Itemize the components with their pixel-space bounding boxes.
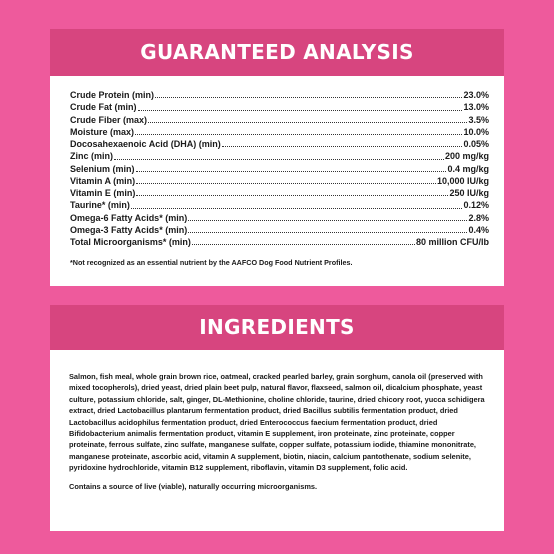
dot-leader — [155, 97, 462, 98]
nutrient-name: Zinc (min) — [70, 151, 113, 162]
dot-leader — [131, 208, 463, 209]
nutrient-value: 200 mg/kg — [444, 151, 489, 162]
ingredients-list-text: Salmon, fish meal, whole grain brown rice, oatmeal, cracked pearled barley, grain sorghum, canola oil (preserved with mixed tocopherols), dried yeast, dried plain beet pulp, natural flavor, flaxseed, salmon oil, dicalcium phosphate, yeast culture, potassium chloride, salt, ginger, DL-Methionine, choline chloride, taurine, dried chicory root, yucca schidigera extract, dried Lactobacillus plantarum fermentation product, dried Bacillus subtilis fermentation product, dried Lactobacillus acidophilus fermentation product, dried Enterococcus faecium fermentation product, dried Bifidobacterium animalis fermentation product, vitamin E supplement, iron proteinate, zinc proteinate, copper proteinate, ferrous sulfate, zinc sulfate, manganese sulfate, copper sulfate, potassium iodide, thiamine mononitrate, manganese proteinate, ascorbic acid, vitamin A supplement, biotin, niacin, calcium pantothenate, sodium selenite, pyridoxine hydrochloride, vitamin B12 supplement, riboflavin, vitamin D3 supplement, folic acid. — [69, 372, 485, 473]
aafco-footnote: *Not recognized as an essential nutrient by the AAFCO Dog Food Nutrient Profiles. — [70, 258, 353, 268]
dot-leader — [192, 244, 415, 245]
nutrient-value: 3.5% — [468, 114, 489, 125]
nutrient-value: 0.05% — [463, 139, 489, 149]
ingredients-card — [50, 305, 504, 531]
analysis-row — [70, 126, 489, 138]
nutrient-value: 10,000 IU/kg — [436, 175, 489, 186]
dot-leader — [135, 134, 462, 135]
nutrient-value: 0.12% — [463, 200, 489, 211]
dot-leader — [148, 122, 467, 123]
nutrient-value: 13.0% — [463, 102, 489, 113]
guaranteed-analysis-list — [50, 76, 504, 248]
ingredients-body — [50, 350, 504, 492]
microorganisms-note: Contains a source of live (viable), naturally occurring microorganisms. — [69, 481, 318, 491]
nutrient-name: Moisture (max) — [70, 126, 135, 137]
nutrient-name: Omega-6 Fatty Acids* (min) — [70, 212, 188, 223]
dot-leader — [136, 195, 448, 196]
analysis-row — [70, 114, 489, 126]
guaranteed-analysis-title: GUARANTEED ANALYSIS — [50, 29, 504, 76]
nutrient-name: Vitamin A (min) — [70, 175, 136, 186]
nutrient-name: Crude Fiber (max) — [70, 114, 148, 125]
analysis-row — [70, 212, 489, 224]
analysis-row — [70, 236, 489, 248]
guaranteed-analysis-card — [50, 29, 504, 286]
dot-leader — [136, 171, 447, 172]
analysis-row — [70, 89, 489, 101]
dot-leader — [188, 232, 467, 233]
nutrient-name: Vitamin E (min) — [70, 188, 136, 198]
nutrient-name: Selenium (min) — [70, 163, 135, 174]
analysis-row — [70, 175, 489, 187]
ingredients-title: INGREDIENTS — [50, 305, 504, 350]
dot-leader — [136, 183, 436, 184]
nutrient-name: Total Microorganisms* (min) — [70, 237, 191, 247]
nutrient-value: 0.4 mg/kg — [447, 163, 489, 174]
nutrient-value: 0.4% — [468, 224, 489, 235]
dot-leader — [114, 159, 444, 160]
dot-leader — [188, 220, 467, 221]
analysis-row — [70, 138, 489, 150]
nutrient-name: Crude Fat (min) — [70, 102, 137, 113]
nutrient-value: 2.8% — [468, 212, 489, 223]
analysis-row — [70, 150, 489, 162]
nutrient-name: Omega-3 Fatty Acids* (min) — [70, 224, 188, 235]
nutrient-name: Docosahexaenoic Acid (DHA) (min) — [70, 139, 221, 149]
nutrient-value: 23.0% — [463, 90, 489, 100]
nutrient-name: Crude Protein (min) — [70, 90, 155, 100]
analysis-row — [70, 163, 489, 175]
nutrient-name: Taurine* (min) — [70, 200, 130, 211]
dot-leader — [138, 110, 463, 111]
analysis-row — [70, 101, 489, 113]
nutrient-value: 80 million CFU/lb — [415, 237, 489, 247]
analysis-row — [70, 187, 489, 199]
analysis-row — [70, 199, 489, 211]
nutrient-value: 10.0% — [463, 126, 489, 137]
dot-leader — [222, 146, 463, 147]
nutrient-value: 250 IU/kg — [449, 188, 489, 198]
analysis-row — [70, 224, 489, 236]
